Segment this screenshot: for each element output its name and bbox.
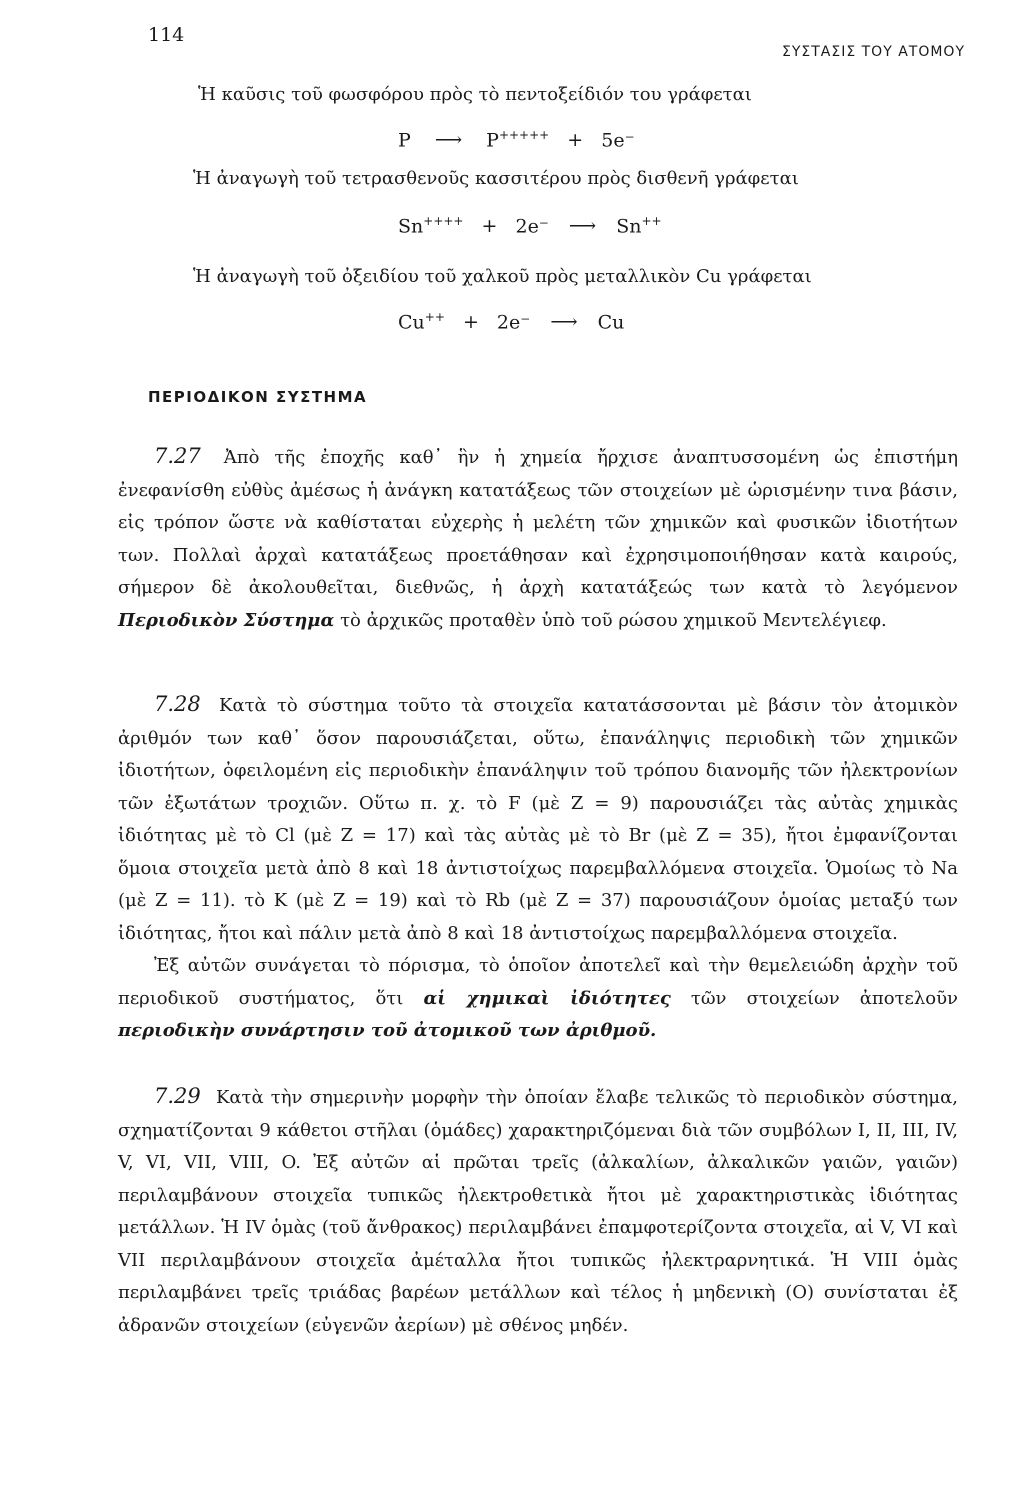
- intro-line-3: Ἡ ἀναγωγὴ τοῦ ὀξειδίου τοῦ χαλκοῦ πρὸς μεταλλικὸν Cu γράφεται: [193, 266, 812, 287]
- p727-text-a: Ἀπὸ τῆς ἐποχῆς καθ᾽ ἣν ἡ χημεία ἤρχισε ἀναπτυσσομένη ὡς ἐπιστήμη ἐνεφανίσθη εὐθὺς ἀμέσως ἡ ἀνάγκη κατατάξεως τῶν στοιχείων μὲ ὡρισμένην τινα βάσιν, εἰς τρόπον ὥστε νὰ καθίσταται εὐχερὴς ἡ μελέτη τῶν χημικῶν καὶ φυσικῶν ἰδιοτήτων των. Πολλαὶ ἀρχαὶ κατατάξεως προετάθησαν καὶ ἐχρησιμοποιήθησαν κατὰ καιρούς, σήμερον δὲ ἀκολουθεῖται, διεθνῶς, ἡ ἀρχὴ κατατάξεώς των κατὰ τὸ λεγόμενον: [118, 447, 958, 598]
- intro-line-1: Ἡ καῦσις τοῦ φωσφόρου πρὸς τὸ πεντοξείδιόν του γράφεται: [198, 84, 752, 105]
- paragraph-number-7-29: 7.29: [154, 1084, 201, 1108]
- paragraph-7-28: [118, 688, 958, 1048]
- equation-2: [398, 214, 662, 237]
- p728-text2-b: τῶν στοιχείων ἀποτελοῦν: [690, 987, 958, 1009]
- eq2-b: 2e⁻: [515, 215, 549, 238]
- equation-3: [398, 310, 624, 333]
- eq1-left: P: [398, 129, 411, 152]
- intro-line-2: Ἡ ἀναγωγὴ τοῦ τετρασθενοῦς κασσιτέρου πρὸς δισθενῆ γράφεται: [193, 168, 799, 189]
- running-title: ΣΥΣΤΑΣΙΣ ΤΟΥ ΑΤΟΜΟΥ: [781, 44, 965, 60]
- eq1-plus: +: [567, 129, 584, 152]
- eq1-right-charge: +++++: [498, 128, 550, 142]
- p728-emphasis-2: περιοδικὴν συνάρτησιν τοῦ ἀτομικοῦ των ἀριθμοῦ.: [118, 1020, 657, 1041]
- eq2-plus: +: [481, 215, 498, 238]
- equation-1: [398, 128, 635, 151]
- eq3-a-charge: ++: [424, 310, 445, 324]
- eq2-c: Sn: [616, 215, 642, 238]
- paragraph-7-27: [118, 440, 958, 637]
- p728-text2-a: Ἐξ αὐτῶν συνάγεται τὸ πόρισμα, τὸ ὁποῖον ἀποτελεῖ καὶ τὴν θεμελειώδη ἀρχὴν τοῦ περιοδικοῦ συστήματος, ὅτι: [118, 955, 958, 1009]
- eq2-a: Sn: [398, 215, 424, 238]
- paragraph-number-7-28: 7.28: [154, 692, 201, 716]
- eq2-c-charge: ++: [641, 214, 662, 228]
- page-number: 114: [148, 24, 185, 46]
- eq2-arrow: ⟶: [568, 215, 597, 238]
- eq2-a-charge: ++++: [423, 214, 464, 228]
- p727-emphasis: Περιοδικὸν Σύστημα: [118, 609, 335, 631]
- eq3-a: Cu: [398, 311, 425, 334]
- eq3-c: Cu: [597, 311, 625, 334]
- p728-text: Κατὰ τὸ σύστημα τοῦτο τὰ στοιχεῖα κατατάσσονται μὲ βάσιν τὸν ἀτομικὸν ἀριθμόν των καθ᾽ ὅσον παρουσιάζεται, οὕτω, ἐπανάληψις περιοδικὴ τῶν χημικῶν ἰδιοτήτων, ὀφειλομένη εἰς περιοδικὴν ἐπανάληψιν τοῦ τρόπου διανομῆς τῶν ἠλεκτρονίων τῶν ἐξωτάτων τροχιῶν. Οὕτω π. χ. τὸ F (μὲ Z = 9) παρουσιάζει τὰς αὐτὰς χημικὰς ἰδιότητας μὲ τὸ Cl (μὲ Z = 17) καὶ τὰς αὐτὰς μὲ τὸ Br (μὲ Z = 35), ἤτοι ἐμφανίζονται ὅμοια στοιχεῖα μετὰ ἀπὸ 8 καὶ 18 ἀντιστοίχως παρεμβαλλόμενα στοιχεῖα. Ὁμοίως τὸ Na (μὲ Z = 11). τὸ K (μὲ Z = 19) καὶ τὸ Rb (μὲ Z = 37) παρουσιάζουν ὁμοίας μεταξύ των ἰδιότητας, ἤτοι καὶ πάλιν μετὰ ἀπὸ 8 καὶ 18 ἀντιστοίχως παρεμβαλλόμενα στοιχεῖα.: [118, 695, 958, 944]
- p727-text-b: τὸ ἀρχικῶς προταθὲν ὑπὸ τοῦ ρώσου χημικοῦ Μεντελέγιεφ.: [340, 609, 887, 631]
- eq3-arrow: ⟶: [550, 311, 578, 334]
- section-title: ΠΕΡΙΟΔΙΚΟΝ ΣΥΣΤΗΜΑ: [148, 388, 368, 406]
- paragraph-number-7-27: 7.27: [154, 444, 201, 468]
- paragraph-7-29: [118, 1080, 958, 1342]
- eq1-extra: 5e⁻: [601, 129, 635, 152]
- p728-emphasis-1: αἱ χημικαὶ ἰδιότητες: [423, 987, 671, 1009]
- eq3-plus: +: [462, 311, 479, 334]
- p729-text: Κατὰ τὴν σημερινὴν μορφὴν τὴν ὁποίαν ἔλαβε τελικῶς τὸ περιοδικὸν σύστημα, σχηματίζονται 9 κάθετοι στῆλαι (ὁμάδες) χαρακτηριζόμεναι διὰ τῶν συμβόλων I, II, III, IV, V, VI, VII, VIII, O. Ἐξ αὐτῶν αἱ πρῶται τρεῖς (ἀλκαλίων, ἀλκαλικῶν γαιῶν, γαιῶν) περιλαμβάνουν στοιχεῖα τυπικῶς ἠλεκτροθετικὰ ἤτοι μὲ χαρακτηριστικὰς ἰδιότητας μετάλλων. Ἡ IV ὁμὰς (τοῦ ἄνθρακος) περιλαμβάνει ἐπαμφοτερίζοντα στοιχεῖα, αἱ V, VI καὶ VII περιλαμβάνουν στοιχεῖα ἀμέταλλα ἤτοι τυπικῶς ἠλεκτραρνητικά. Ἡ VIII ὁμὰς περιλαμβάνει τρεῖς τριάδας βαρέων μετάλλων καὶ τέλος ἡ μηδενικὴ (O) συνίσταται ἐξ ἀδρανῶν στοιχείων (εὐγενῶν ἀερίων) μὲ σθένος μηδέν.: [118, 1087, 958, 1336]
- eq3-b: 2e⁻: [496, 311, 531, 334]
- eq1-arrow: ⟶: [434, 129, 463, 152]
- eq1-right: P: [486, 129, 499, 152]
